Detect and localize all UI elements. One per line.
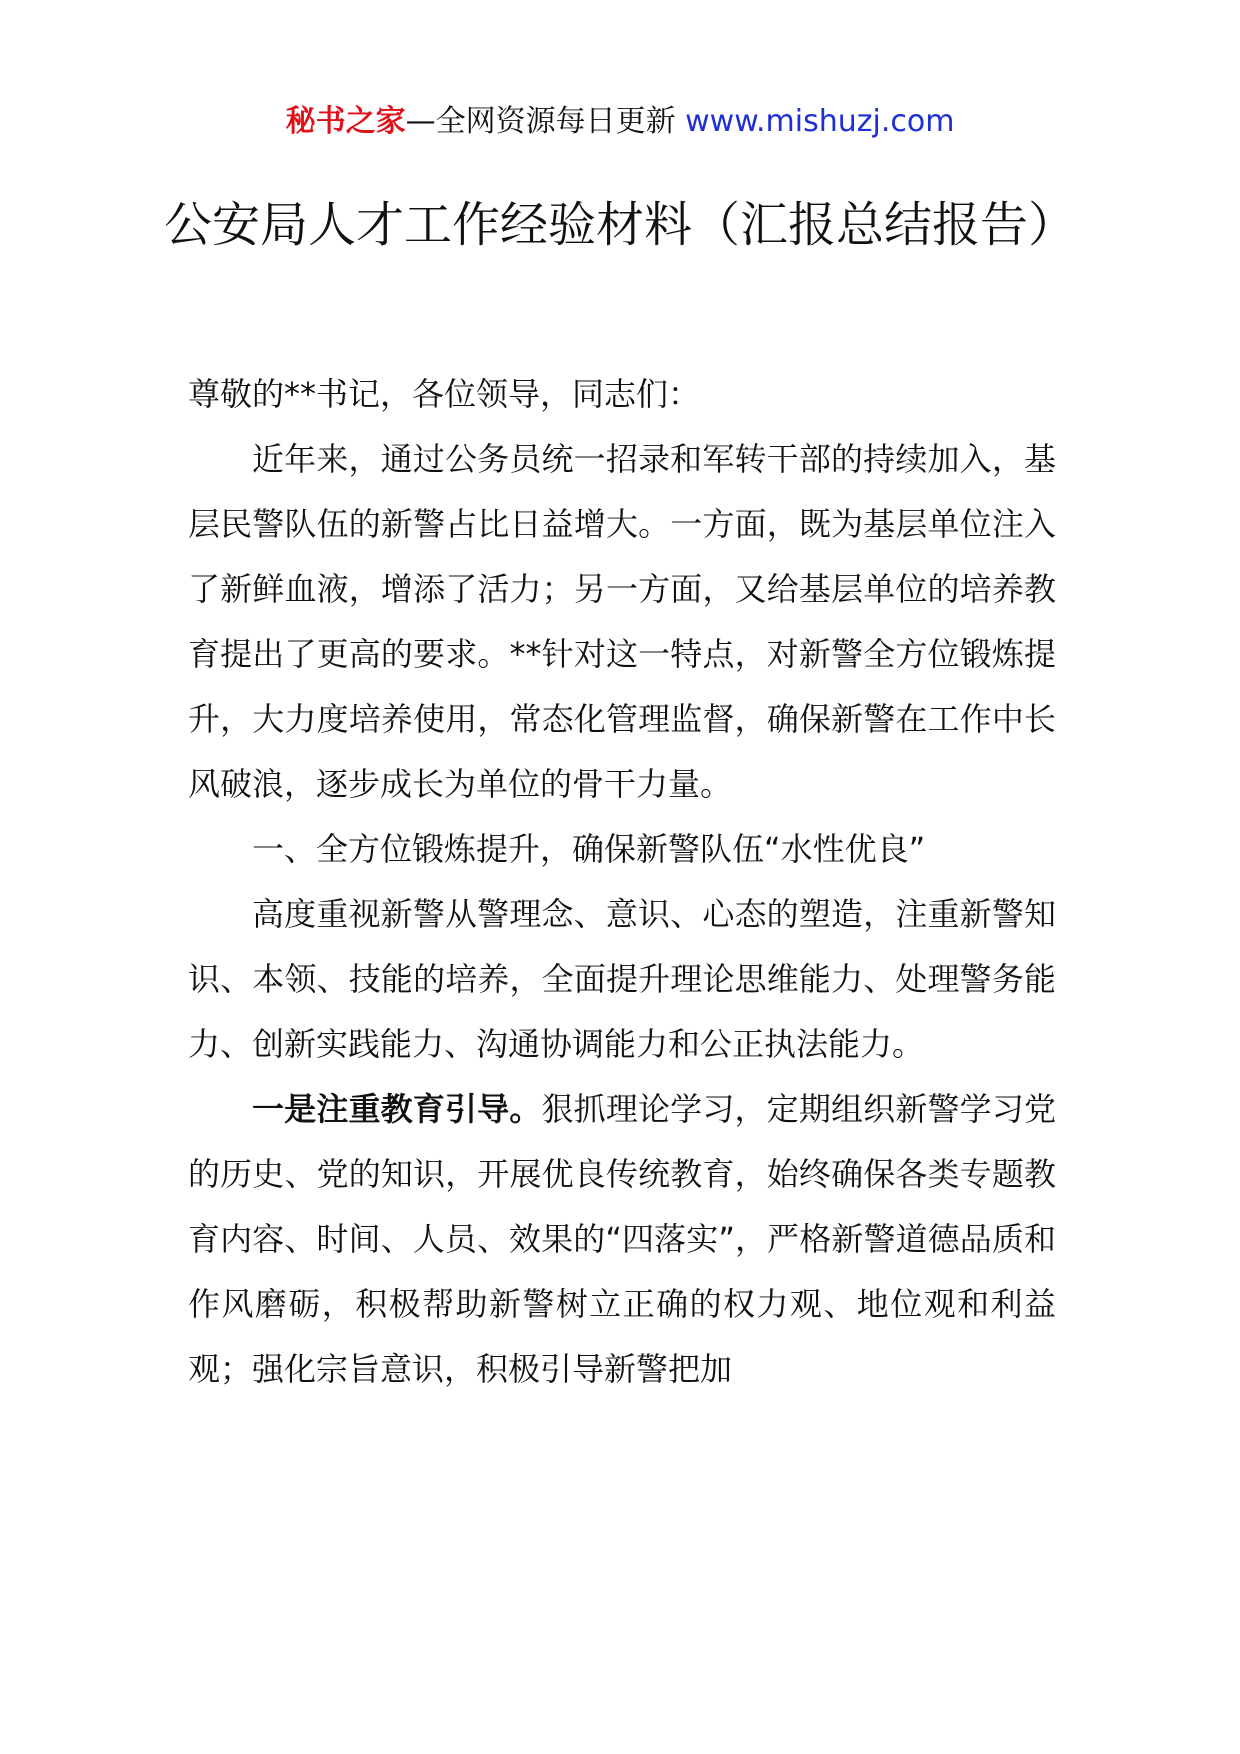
site-slogan: —全网资源每日更新 — [405, 104, 676, 139]
site-url-link[interactable]: www.mishuzj.com — [685, 104, 955, 139]
point-1-lead: 一是注重教育引导。 — [252, 1090, 542, 1128]
site-header — [0, 100, 1240, 144]
point-1-text: 狠抓理论学习，定期组织新警学习党的历史、党的知识，开展优良传统教育，始终确保各类专题教育内容、时间、人员、效果的“四落实”，严格新警道德品质和作风磨砺，积极帮助新警树立正确的权力观、地位观和利益观；强化宗旨意识，积极引导新警把加 — [188, 1090, 1056, 1388]
site-brand: 秘书之家 — [285, 104, 406, 139]
point-1-paragraph — [188, 1077, 1056, 1402]
salutation: 尊敬的**书记，各位领导，同志们： — [188, 375, 701, 413]
intro-paragraph: 近年来，通过公务员统一招录和军转干部的持续加入，基层民警队伍的新警占比日益增大。一方面，既为基层单位注入了新鲜血液，增添了活力；另一方面，又给基层单位的培养教育提出了更高的要求。**针对这一特点，对新警全方位锻炼提升，大力度培养使用，常态化管理监督，确保新警在工作中长风破浪，逐步成长为单位的骨干力量。 — [188, 440, 1056, 803]
section-1-paragraph: 高度重视新警从警理念、意识、心态的塑造，注重新警知识、本领、技能的培养，全面提升理论思维能力、处理警务能力、创新实践能力、沟通协调能力和公正执法能力。 — [188, 895, 1056, 1063]
document-body — [188, 362, 1056, 1402]
section-heading-1: 一、全方位锻炼提升，确保新警队伍“水性优良” — [252, 830, 926, 868]
document-title: 公安局人才工作经验材料（汇报总结报告） — [163, 197, 1076, 253]
